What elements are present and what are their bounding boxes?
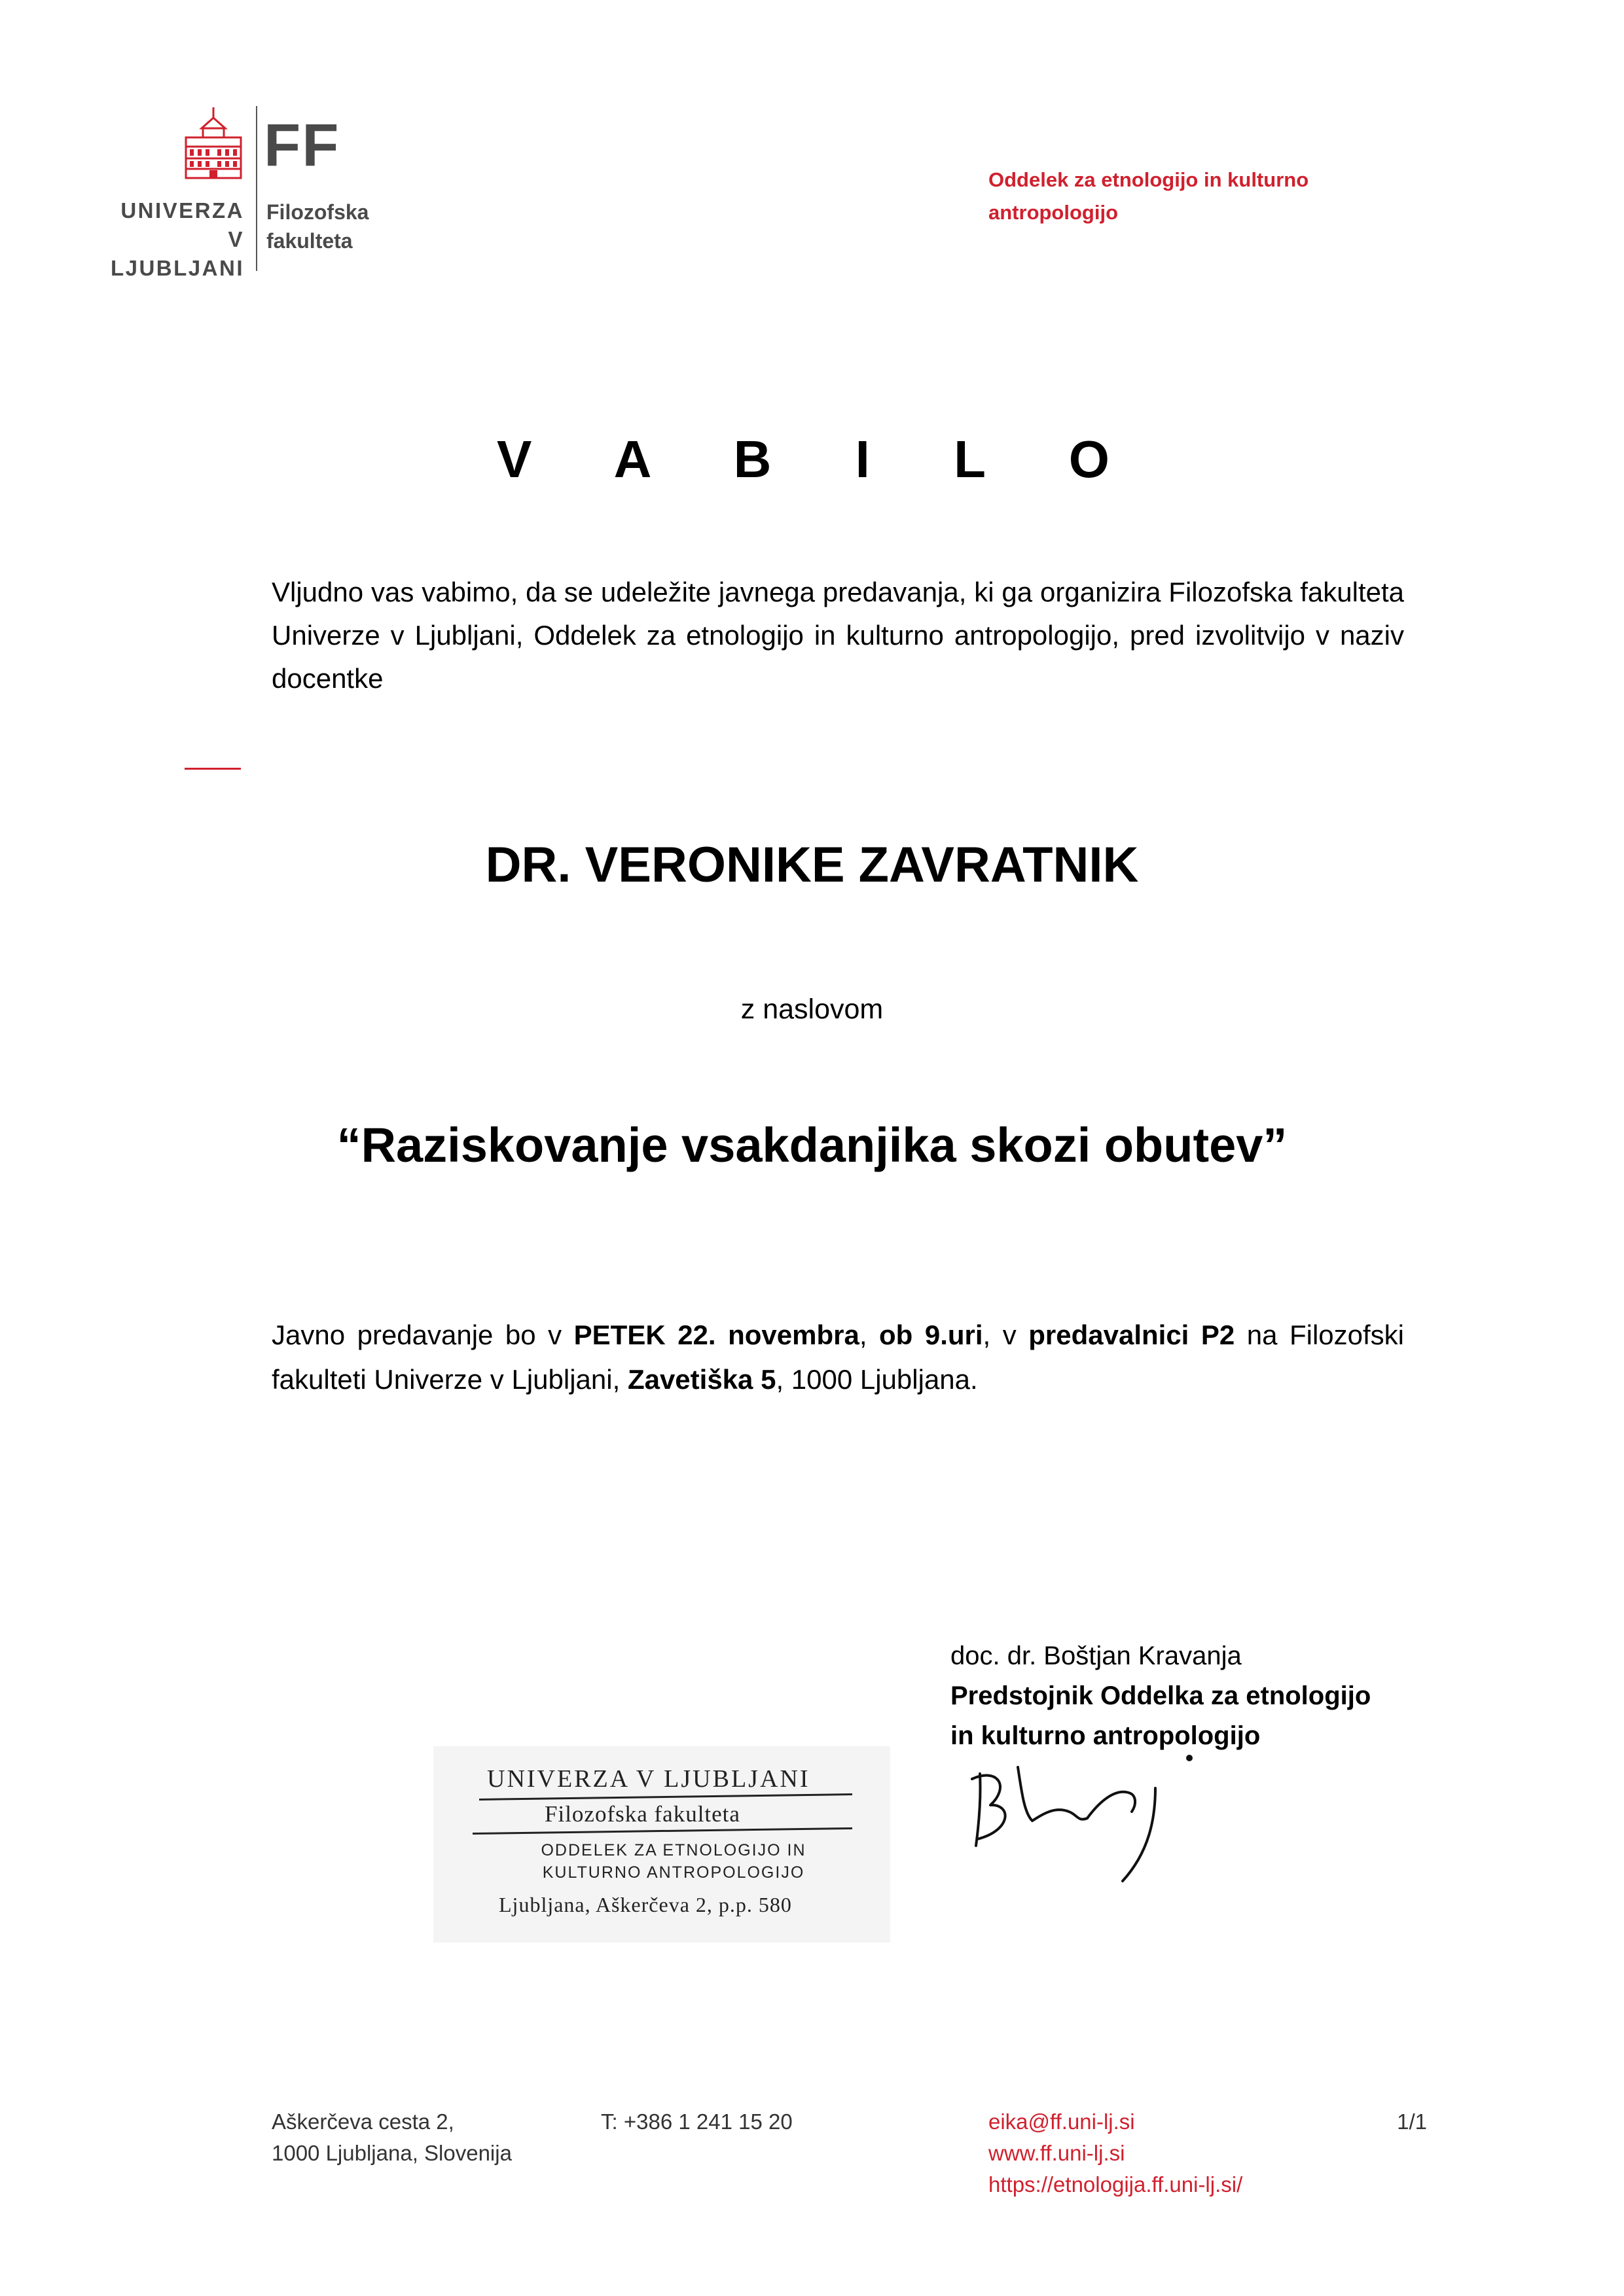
- signatory-name: doc. dr. Boštjan Kravanja: [950, 1641, 1242, 1670]
- logo-ff-mark: FF: [264, 112, 340, 179]
- stamp-department: [533, 1839, 814, 1884]
- with-title-label: z naslovom: [740, 994, 884, 1025]
- department-stamp: [433, 1746, 890, 1943]
- details-text: Javno predavanje bo v: [272, 1319, 574, 1350]
- logo-faculty-line1: Filozofska: [266, 200, 369, 224]
- footer-page-number: [1375, 2106, 1427, 2138]
- footer-contacts: [988, 2106, 1242, 2200]
- footer-phone: [601, 2106, 793, 2138]
- lecture-details-paragraph: [272, 1313, 1404, 1402]
- stamp-faculty: Filozofska fakulteta: [545, 1801, 740, 1827]
- footer-department-website-link[interactable]: https://etnologija.ff.uni-lj.si/: [988, 2172, 1243, 2197]
- handwritten-signature: [959, 1741, 1195, 1885]
- department-header: [988, 164, 1381, 229]
- footer-website-link[interactable]: www.ff.uni-lj.si: [988, 2141, 1125, 2165]
- logo-faculty-name: [266, 198, 369, 255]
- stamp-university: UNIVERZA V LJUBLJANI: [487, 1765, 810, 1793]
- stamp-department-line2: KULTURNO ANTROPOLOGIJO: [542, 1863, 805, 1882]
- footer-email-link[interactable]: eika@ff.uni-lj.si: [988, 2109, 1135, 2134]
- footer-address-line1: Aškerčeva cesta 2,: [272, 2109, 454, 2134]
- stamp-department-line1: ODDELEK ZA ETNOLOGIJO IN: [541, 1841, 806, 1859]
- logo-faculty-line2: fakulteta: [266, 229, 353, 253]
- lecture-time: ob 9.uri: [879, 1319, 983, 1350]
- department-header-line1: Oddelek za etnologijo in kulturno: [988, 168, 1309, 191]
- logo-university-line2: V LJUBLJANI: [110, 227, 244, 280]
- footer-phone-number: T: +386 1 241 15 20: [601, 2109, 793, 2134]
- logo-divider: [256, 106, 257, 271]
- document-title: V A B I L O: [497, 430, 1144, 488]
- details-text: , v: [983, 1319, 1029, 1350]
- intro-paragraph: Vljudno vas vabimo, da se udeležite javnega predavanja, ki ga organizira Filozofska fakulteta Univerze v Ljubljani, Oddelek za etnologijo in kulturno antropologijo, pred izvolitvijo v naziv docentke: [272, 577, 1404, 694]
- lecture-title: “Raziskovanje vsakdanjika skozi obutev”: [336, 1118, 1288, 1172]
- details-text: na Filozofski fakulteti Univerze v Ljubljani,: [272, 1319, 1405, 1395]
- lecture-street: Zavetiška 5: [627, 1364, 776, 1395]
- university-building-icon: [182, 106, 245, 182]
- footer-address-line2: 1000 Ljubljana, Slovenija: [272, 2141, 512, 2165]
- department-header-line2: antropologijo: [988, 201, 1119, 224]
- page-number: 1/1: [1397, 2109, 1427, 2134]
- details-text: , 1000 Ljubljana.: [776, 1364, 978, 1395]
- signatory-role-line1: Predstojnik Oddelka za etnologijo: [950, 1681, 1371, 1710]
- red-margin-mark: [185, 768, 241, 770]
- signatory-block: [950, 1636, 1474, 1756]
- logo-university-name: [95, 196, 244, 283]
- details-text: ,: [859, 1319, 880, 1350]
- logo-university-line1: UNIVERZA: [120, 198, 244, 223]
- footer-address: [272, 2106, 512, 2169]
- lecture-room: predavalnici P2: [1028, 1319, 1235, 1350]
- stamp-address: Ljubljana, Aškerčeva 2, p.p. 580: [499, 1893, 792, 1916]
- candidate-name: DR. VERONIKE ZAVRATNIK: [485, 837, 1139, 893]
- signatory-role-line2: in kulturno antropologijo: [950, 1721, 1261, 1750]
- lecture-date: PETEK 22. novembra: [573, 1319, 859, 1350]
